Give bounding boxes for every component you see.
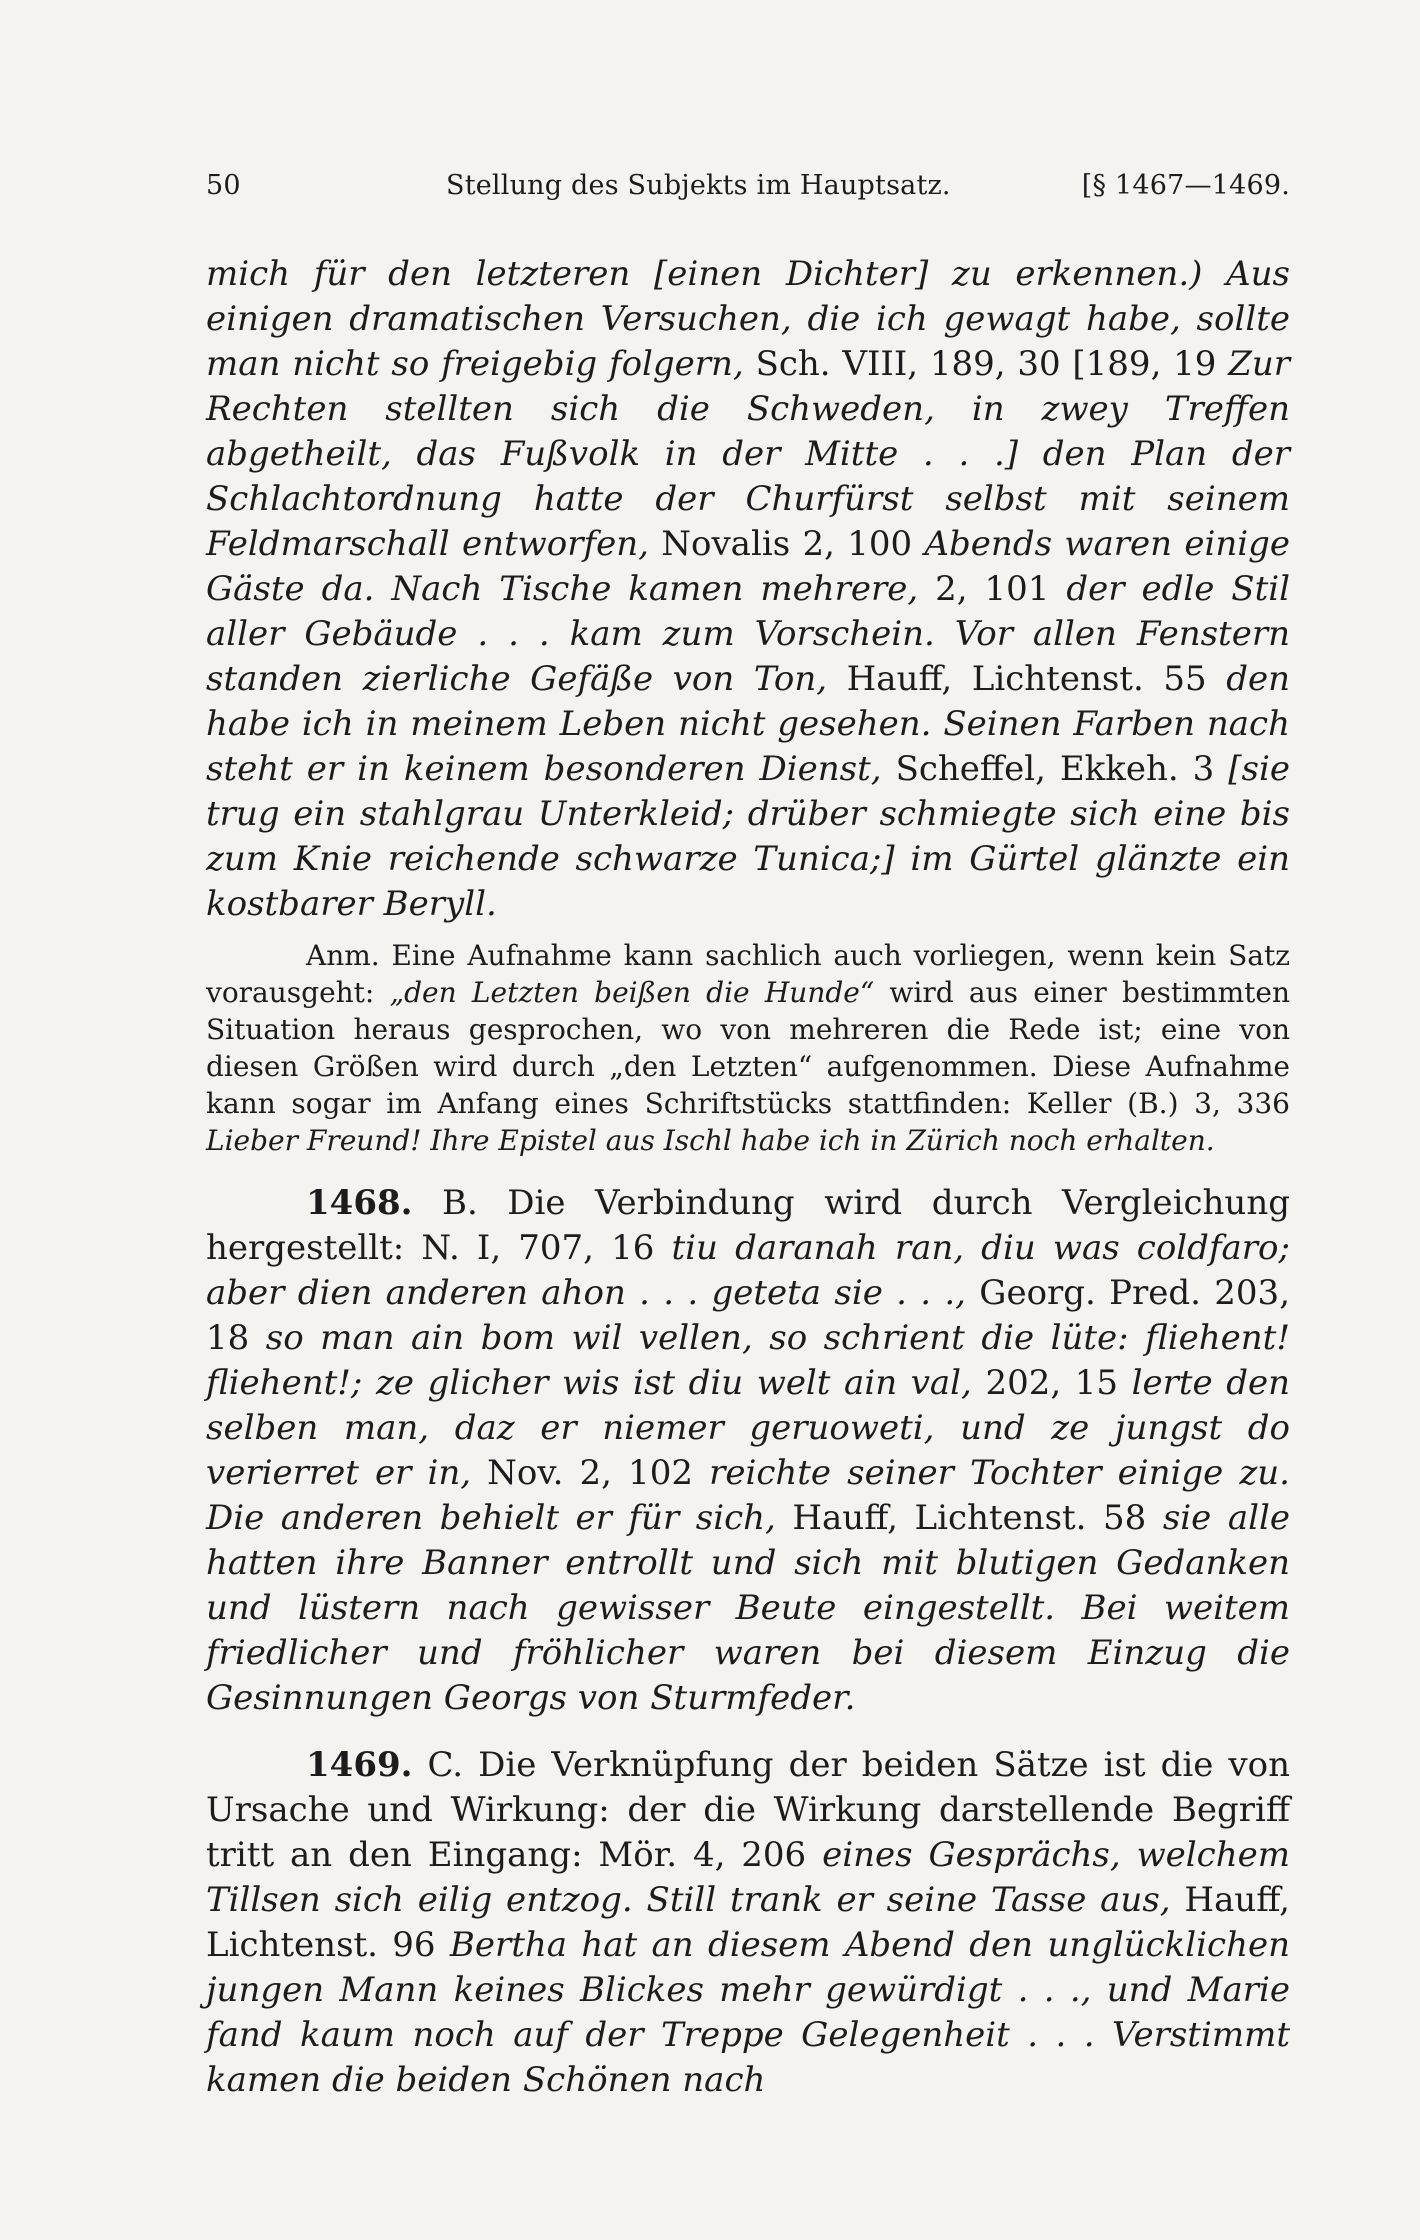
italic-run: den habe ich in meinem Leben nicht gesehen. Seinen Farben nach steht er in keinem besonderen Dienst, [206,659,1290,789]
roman-run: 202, 15 [971,1363,1132,1403]
roman-run: 2, 101 [918,569,1067,609]
roman-run: Hauff, Lichtenst. 58 [775,1498,1163,1538]
roman-run: C. Die Verknüpfung der beiden Sätze ist die von Ursache und Wirkung: der die Wirkung darstellende Begriff tritt an den Eingang: Mör. 4, 206 [206,1745,1290,1875]
section-1469-text [206,1745,1290,2100]
section-1468 [206,1181,1290,1721]
italic-run: [sie trug ein stahlgrau Unterkleid; drüber schmiegte sich eine bis zum Knie reichende schwarze Tunica;] im Gürtel glänzte ein kostbarer Beryll. [206,749,1290,924]
roman-run: B. Die Verbindung wird durch Vergleichung hergestellt: N. I, 707, 16 [206,1183,1290,1268]
italic-run: so man ain bom wil vellen, so schrient die lüte: fliehent! fliehent!; ze glicher wis ist diu welt ain val, [206,1318,1290,1403]
roman-run: Scheffel, Ekkeh. 3 [881,749,1229,789]
roman-run: Georg. Pred. 203, 18 [206,1273,1290,1358]
italic-run: mich für den letzteren [einen Dichter] zu erkennen.) Aus einigen dramatischen Versuchen, die ich gewagt habe, sollte man nicht so freigebig folgern, [206,254,1290,384]
roman-run: Hauff, Lichtenst. 96 [206,1880,1290,1965]
italic-run: eines Gesprächs, welchem Tillsen sich eilig entzog. Still trank er seine Tasse aus, [206,1835,1290,1920]
section-number-1469: 1469. [306,1745,413,1785]
note-anm [206,937,1290,1159]
roman-run [1018,434,1043,474]
section-1469 [206,1743,1290,2103]
section-number-1468: 1468. [306,1183,413,1223]
page-number: 50 [206,170,241,201]
italic-run: sie alle hatten ihre Banner entrollt und sich mit blutigen Gedanken und lüstern nach gewisser Beute eingestellt. Bei weitem friedlicher und fröhlicher waren bei diesem Einzug die Gesinnungen Georgs von Sturmfeder. [206,1498,1290,1718]
italic-run: „den Letzten beißen die Hunde“ [389,976,875,1009]
roman-run: Hauff, Lichtenst. 55 [827,659,1227,699]
page-body [206,252,1290,2103]
italic-run: der edle Stil aller Gebäude . . . kam zum Vorschein. Vor allen Fenstern standen zierliche Gefäße von Ton, [206,569,1290,699]
roman-run: Nov. 2, 102 [471,1453,710,1493]
italic-run: Abends waren einige Gäste da. Nach Tische kamen mehrere, [206,524,1290,609]
italic-run: Bertha hat an diesem Abend den unglücklichen jungen Mann keines Blickes mehr gewürdigt . . ., und Marie fand kaum noch auf der Treppe Gelegenheit . . . Verstimmt kamen die beiden Schönen nach [206,1925,1290,2100]
paragraph-continuation [206,252,1290,927]
roman-run: Anm. Eine Aufnahme kann sachlich auch vorliegen, wenn kein Satz vorausgeht: [206,939,1290,1009]
section-1468-text [206,1183,1290,1718]
roman-run: Novalis 2, 100 [648,524,925,564]
italic-run: reichte seiner Tochter einige zu. Die anderen behielt er für sich, [206,1453,1290,1538]
italic-run: lerte den selben man, daz er niemer geruoweti, und ze jungst do verierret er in, [206,1363,1290,1493]
section-range: [§ 1467—1469. [1081,170,1290,201]
running-title: Stellung des Subjekts im Hauptsatz. [446,170,951,201]
italic-run: tiu daranah ran, diu was coldfaro; aber dien anderen ahon . . . geteta sie . . ., [206,1228,1290,1313]
italic-run: Zur Rechten stellten sich die Schweden, in zwey Treffen abgetheilt, das Fußvolk in der Mitte . . .] [206,344,1291,474]
roman-run: wird aus einer bestimmten Situation heraus gesprochen, wo von mehreren die Rede ist; eine von diesen Größen wird durch „den Letzten“ aufgenommen. Diese Aufnahme kann sogar im Anfang eines Schriftstücks stattfinden: Keller (B.) 3, 336 [206,976,1290,1120]
italic-run: Lieber Freund! Ihre Epistel aus Ischl habe ich in Zürich noch erhalten. [206,1124,1215,1157]
italic-run: den Plan der Schlachtordnung hatte der Churfürst selbst mit seinem Feldmarschall entworfen, [206,434,1290,564]
roman-run: Sch. VIII, 189, 30 [189, 19 [743,344,1229,384]
